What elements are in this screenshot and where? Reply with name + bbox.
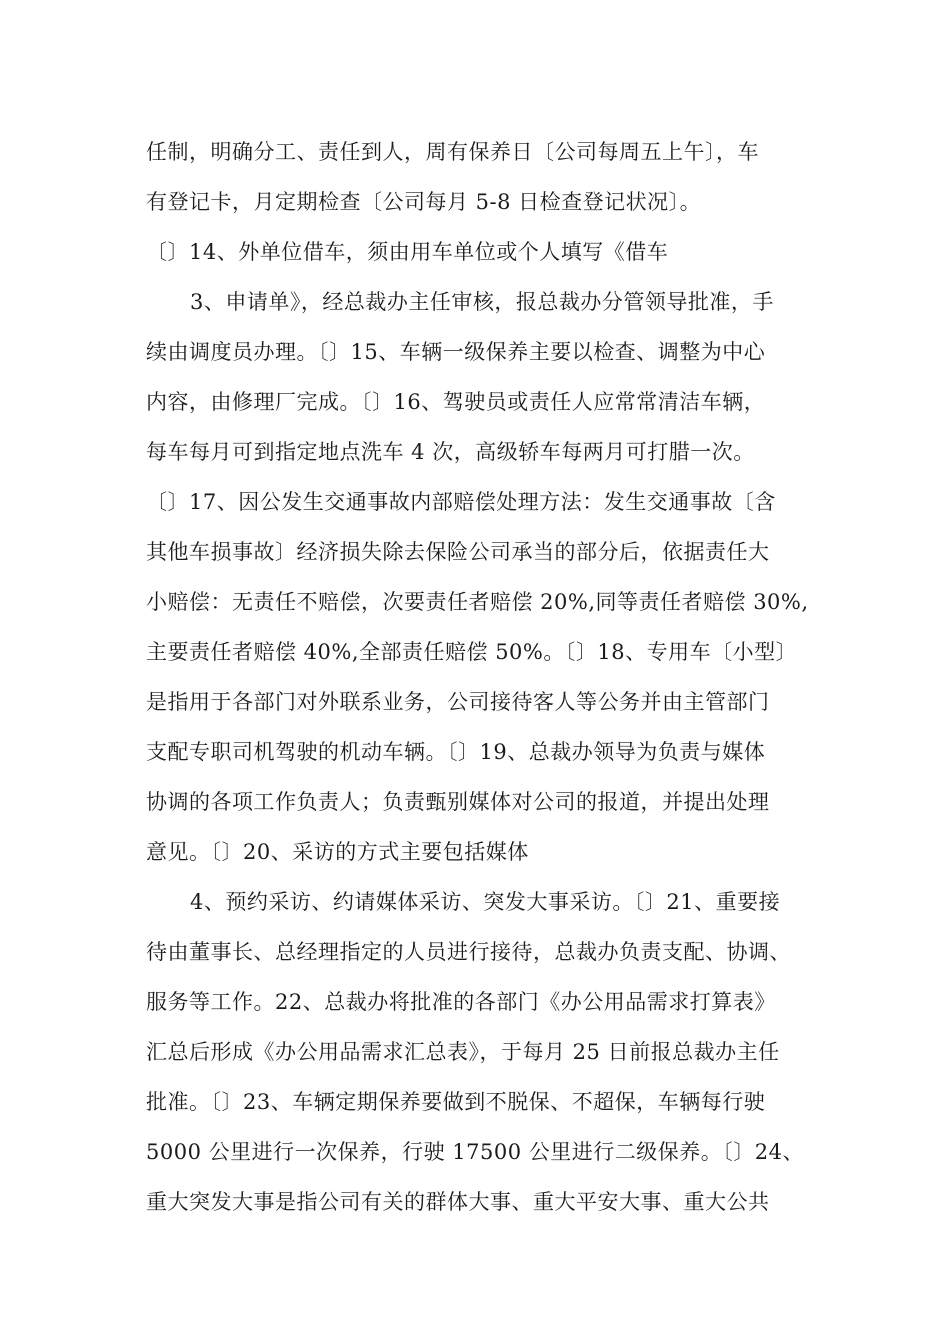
text-line: 3、申请单》，经总裁办主任审核，报总裁办分管领导批准，手 [190,290,774,314]
text-line: 批准。〔〕23、车辆定期保养要做到不脱保、不超保，车辆每行驶 [146,1090,766,1114]
text-line: 小赔偿：无责任不赔偿，次要责任者赔偿 20%,同等责任者赔偿 30%, [146,590,809,614]
text-line: 〔〕17、因公发生交通事故内部赔偿处理方法：发生交通事故〔含 [146,490,776,514]
text-line: 内容，由修理厂完成。〔〕16、驾驶员或责任人应常常清洁车辆， [146,390,766,414]
text-line: 主要责任者赔偿 40%,全部责任赔偿 50%。〔〕18、专用车〔小型〕 [146,640,798,664]
text-line: 意见。〔〕20、采访的方式主要包括媒体 [146,840,529,864]
text-line: 重大突发大事是指公司有关的群体大事、重大平安大事、重大公共 [146,1190,770,1214]
text-line: 其他车损事故〕经济损失除去保险公司承当的部分后，依据责任大 [146,540,770,564]
text-line: 4、预约采访、约请媒体采访、突发大事采访。〔〕21、重要接 [190,890,781,914]
text-line: 每车每月可到指定地点洗车 4 次，高级轿车每两月可打腊一次。 [146,440,755,464]
text-line: 有登记卡，月定期检查〔公司每月 5-8 日检查登记状况〕。 [146,190,702,214]
text-line: 协调的各项工作负责人；负责甄别媒体对公司的报道，并提出处理 [146,790,770,814]
text-line: 任制，明确分工、责任到人，周有保养日〔公司每周五上午〕，车 [146,140,759,164]
text-line: 续由调度员办理。〔〕15、车辆一级保养主要以检查、调整为中心 [146,340,766,364]
text-line: 待由董事长、总经理指定的人员进行接待，总裁办负责支配、协调、 [146,940,791,964]
text-line: 是指用于各部门对外联系业务，公司接待客人等公务并由主管部门 [146,690,770,714]
text-line: 汇总后形成《办公用品需求汇总表》，于每月 25 日前报总裁办主任 [146,1040,780,1064]
text-line: 服务等工作。22、总裁办将批准的各部门《办公用品需求打算表》 [146,990,776,1014]
text-line: 5000 公里进行一次保养，行驶 17500 公里进行二级保养。〔〕24、 [146,1140,804,1164]
text-line: 支配专职司机驾驶的机动车辆。〔〕19、总裁办领导为负责与媒体 [146,740,766,764]
text-line: 〔〕14、外单位借车，须由用车单位或个人填写《借车 [146,240,669,264]
